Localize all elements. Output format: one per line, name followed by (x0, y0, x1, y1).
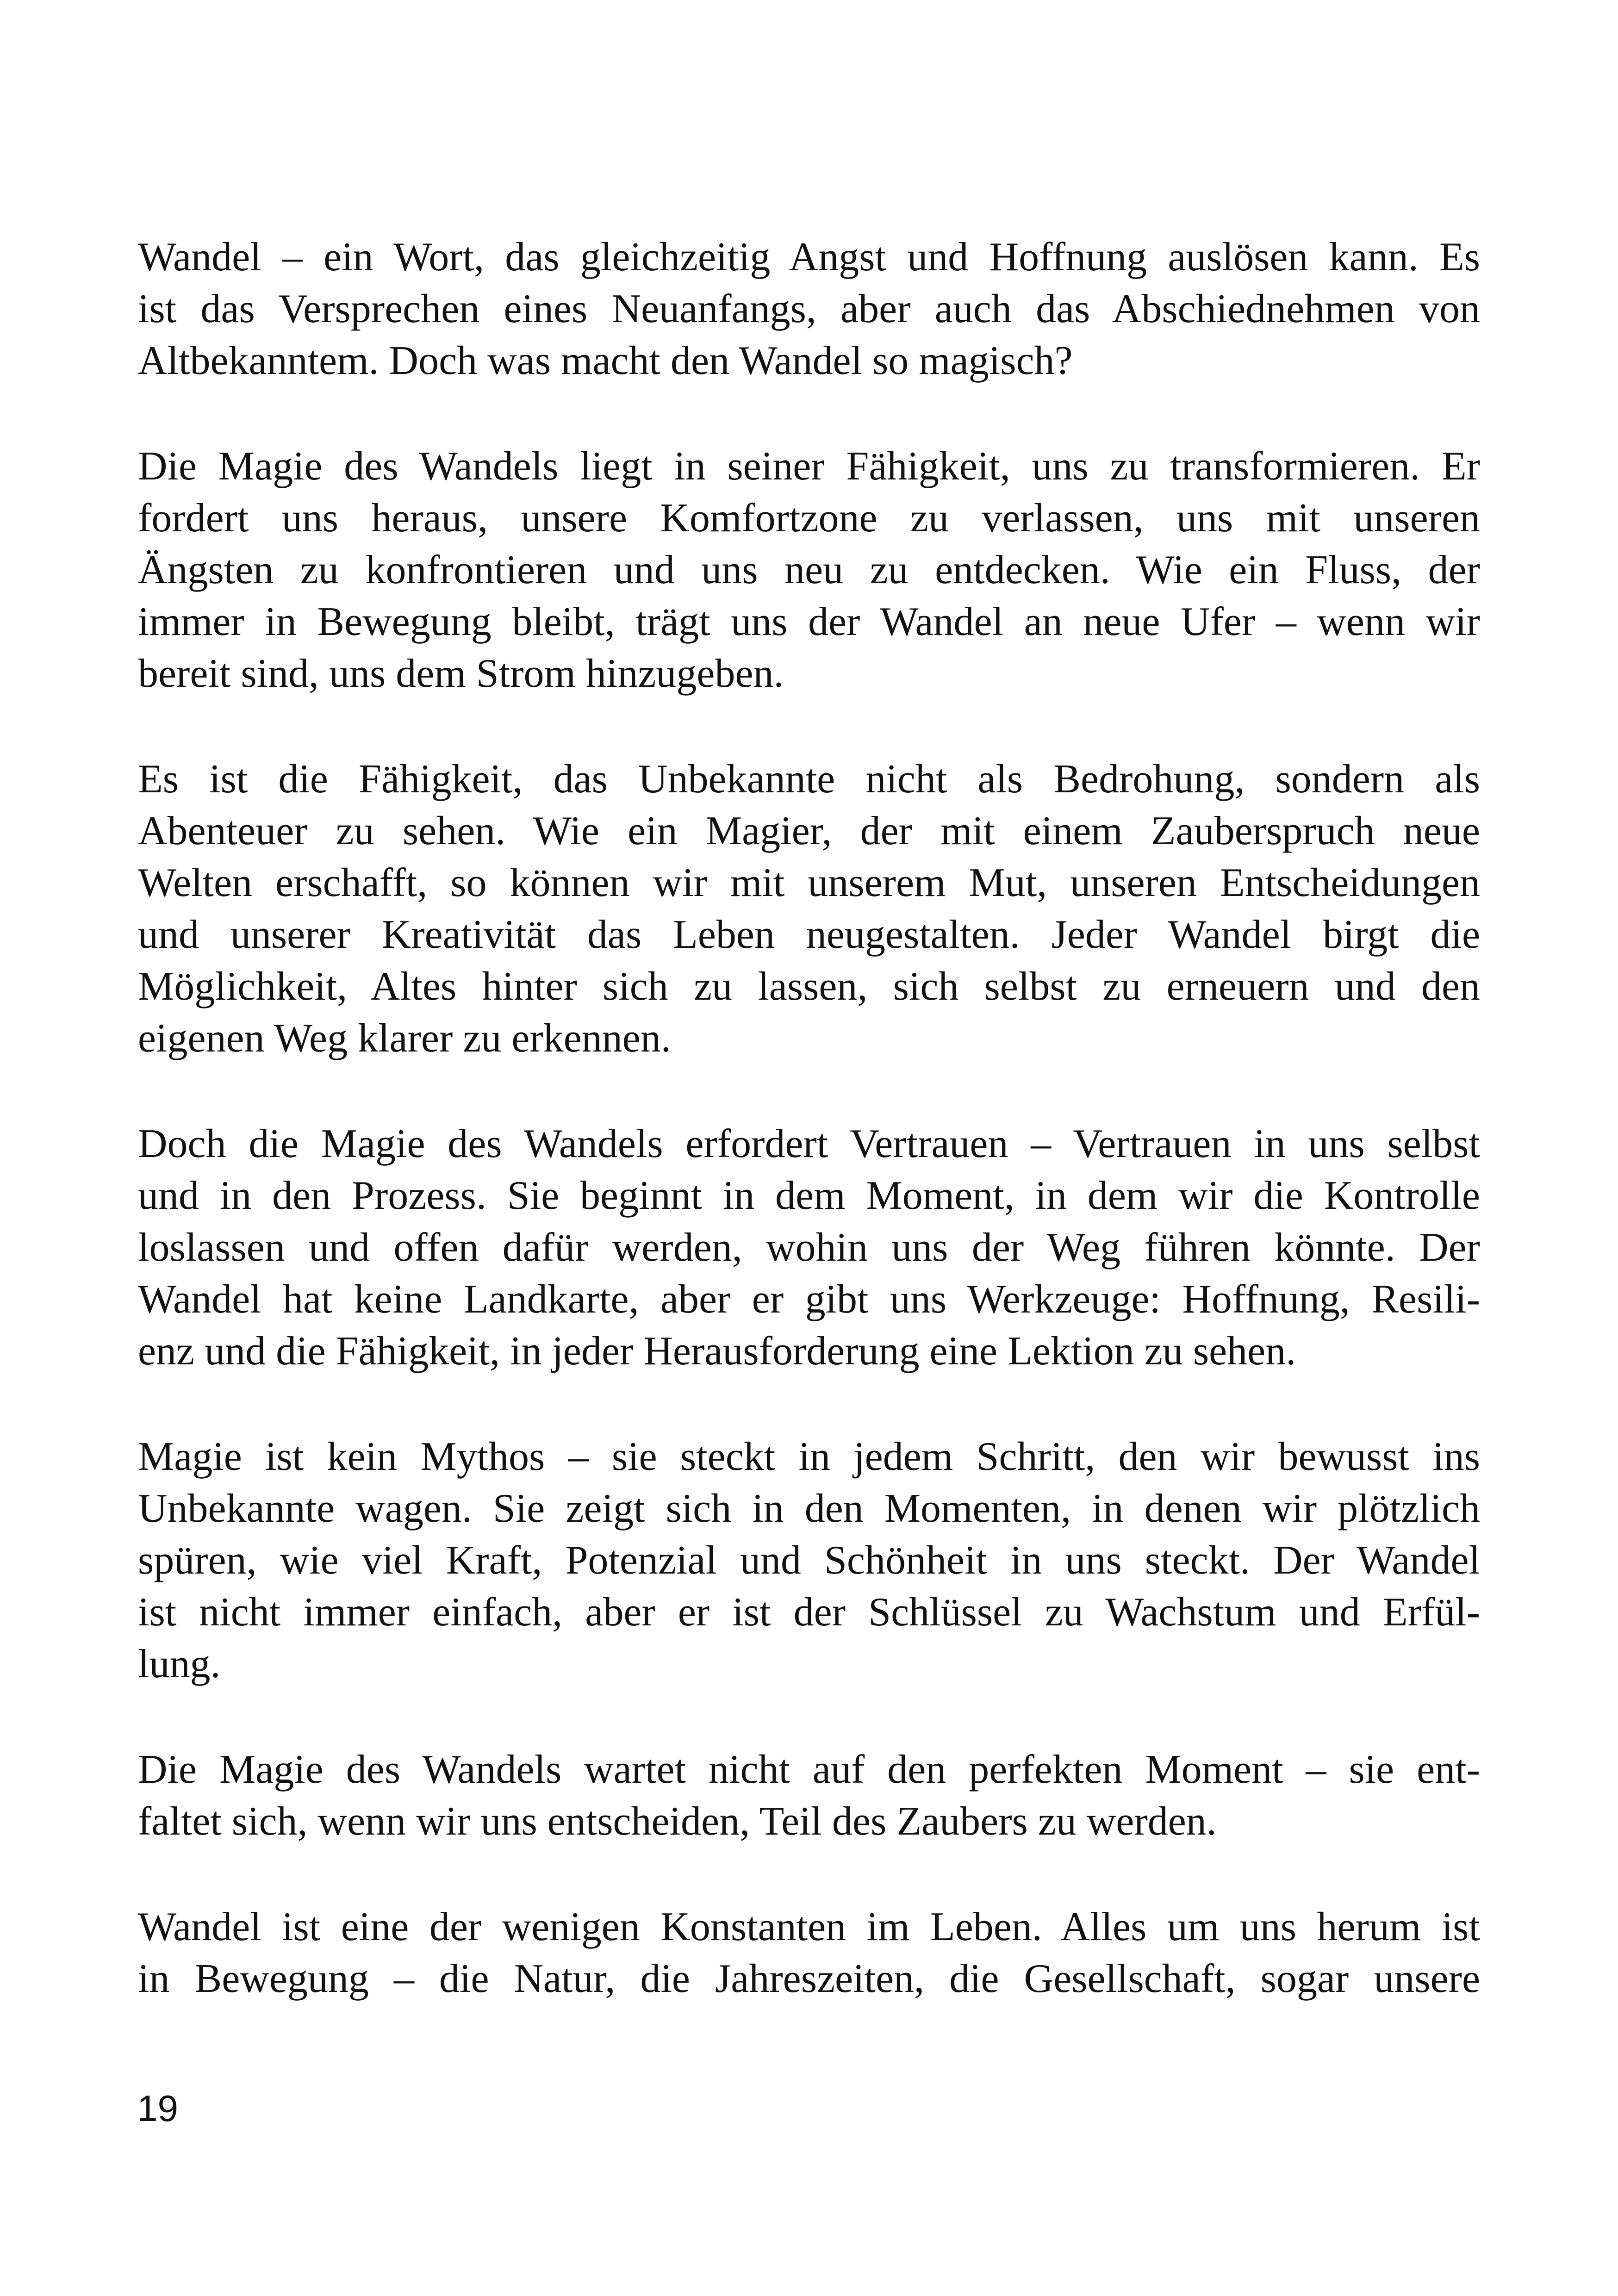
text-line: ist das Versprechen eines Neuanfangs, aber auch das Abschiednehmen von (138, 286, 1480, 331)
text-line: faltet sich, wenn wir uns entscheiden, Teil des Zaubers zu werden. (138, 1799, 1217, 1844)
text-line: eigenen Weg klarer zu erkennen. (138, 1016, 671, 1061)
text-line: Doch die Magie des Wandels erfordert Vertrauen – Vertrauen in uns selbst (138, 1121, 1480, 1166)
page-number: 19 (137, 2088, 178, 2129)
paragraph (138, 231, 1480, 387)
text-line: Wandel hat keine Landkarte, aber er gibt uns Werkzeuge: Hoffnung, Resili- (138, 1277, 1480, 1322)
text-line: Altbekanntem. Doch was macht den Wandel so magisch? (138, 338, 1073, 383)
text-line: Die Magie des Wandels wartet nicht auf den perfekten Moment – sie ent- (138, 1747, 1480, 1792)
text-line: Es ist die Fähigkeit, das Unbekannte nicht als Bedrohung, sondern als (138, 757, 1480, 802)
text-line: Wandel – ein Wort, das gleichzeitig Angst und Hoffnung auslösen kann. Es (138, 235, 1480, 280)
text-line: und unserer Kreativität das Leben neugestalten. Jeder Wandel birgt die (138, 912, 1480, 957)
paragraph (138, 1744, 1480, 1848)
text-line: Möglichkeit, Altes hinter sich zu lassen, sich selbst zu erneuern und den (138, 964, 1480, 1009)
text-line: loslassen und offen dafür werden, wohin uns der Weg führen könnte. Der (138, 1225, 1480, 1270)
text-line: Ängsten zu konfrontieren und uns neu zu entdecken. Wie ein Fluss, der (138, 548, 1480, 592)
paragraph (138, 441, 1480, 700)
text-line: lung. (138, 1642, 221, 1686)
text-line: Magie ist kein Mythos – sie steckt in jedem Schritt, den wir bewusst ins (138, 1434, 1480, 1479)
paragraph (138, 1901, 1480, 2005)
text-line: enz und die Fähigkeit, in jeder Herausforderung eine Lektion zu sehen. (138, 1329, 1296, 1374)
text-line: und in den Prozess. Sie beginnt in dem Moment, in dem wir die Kontrolle (138, 1173, 1480, 1218)
text-line: ist nicht immer einfach, aber er ist der Schlüssel zu Wachstum und Erfül- (138, 1590, 1480, 1635)
text-line: Unbekannte wagen. Sie zeigt sich in den Momenten, in denen wir plötzlich (138, 1486, 1480, 1531)
text-line: spüren, wie viel Kraft, Potenzial und Schönheit in uns steckt. Der Wandel (138, 1538, 1480, 1583)
text-line: Die Magie des Wandels liegt in seiner Fähigkeit, uns zu transformieren. Er (138, 444, 1480, 489)
paragraph (138, 1431, 1480, 1690)
text-line: fordert uns heraus, unsere Komfortzone zu verlassen, uns mit unseren (138, 496, 1480, 541)
paragraph (138, 753, 1480, 1064)
paragraph (138, 1118, 1480, 1377)
text-line: immer in Bewegung bleibt, trägt uns der Wandel an neue Ufer – wenn wir (138, 599, 1480, 644)
text-line: in Bewegung – die Natur, die Jahreszeiten, die Gesellschaft, sogar unsere (138, 1956, 1480, 2001)
text-line: bereit sind, uns dem Strom hinzugeben. (138, 651, 784, 696)
body-text (138, 231, 1480, 2059)
text-line: Welten erschafft, so können wir mit unserem Mut, unseren Entscheidungen (138, 860, 1480, 905)
text-line: Abenteuer zu sehen. Wie ein Magier, der mit einem Zauberspruch neue (138, 809, 1480, 853)
text-line: Wandel ist eine der wenigen Konstanten im Leben. Alles um uns herum ist (138, 1904, 1480, 1949)
